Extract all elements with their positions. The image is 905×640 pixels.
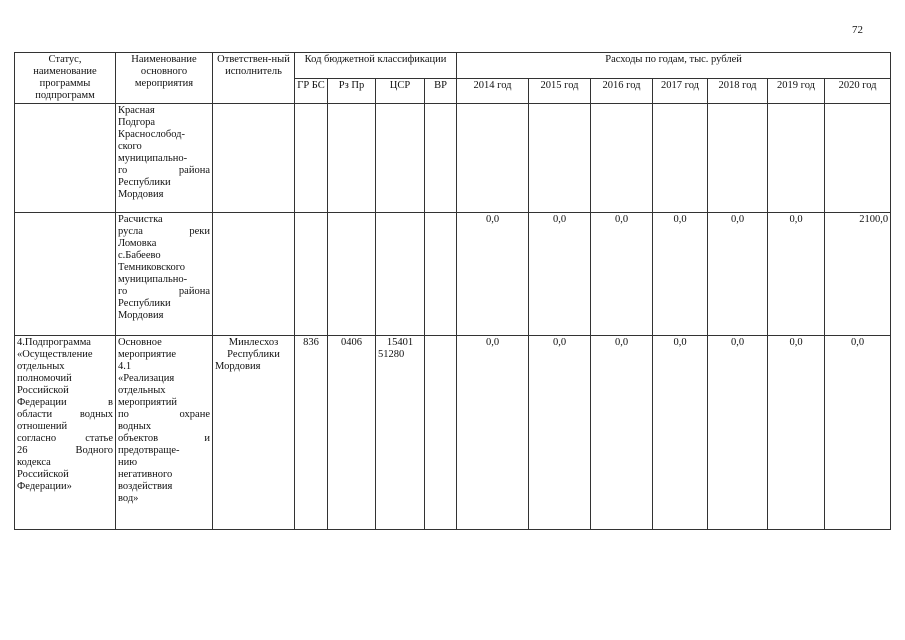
text-line: Российской bbox=[17, 469, 69, 480]
header-expenses: Расходы по годам, тыс. рублей bbox=[457, 53, 891, 79]
csr-cell bbox=[376, 213, 425, 336]
value-cell bbox=[768, 104, 825, 213]
text-line: Мордовия bbox=[215, 361, 261, 372]
header-name: Наименование основного мероприятия bbox=[116, 53, 213, 104]
grbs-cell bbox=[295, 104, 328, 213]
header-csr: ЦСР bbox=[376, 78, 425, 104]
text-line: по охране bbox=[118, 409, 210, 420]
text-line: Республики bbox=[118, 298, 171, 309]
text-line: Федерации в bbox=[17, 397, 113, 408]
header-year: 2016 год bbox=[591, 78, 653, 104]
text-line: объектов и bbox=[118, 433, 210, 444]
table-row bbox=[15, 104, 891, 213]
header-rzpr: Рз Пр bbox=[328, 78, 376, 104]
value-cell bbox=[708, 104, 768, 213]
text-line: отдельных bbox=[17, 361, 65, 372]
rzpr-cell bbox=[328, 213, 376, 336]
header-year: 2020 год bbox=[825, 78, 891, 104]
text-line: 15401 bbox=[386, 337, 414, 348]
budget-table bbox=[14, 52, 891, 530]
header-year: 2014 год bbox=[457, 78, 529, 104]
rzpr-cell bbox=[328, 104, 376, 213]
header-row-1 bbox=[15, 53, 891, 79]
text-line: Расчистка bbox=[118, 214, 163, 225]
page-number: 72 bbox=[852, 24, 863, 36]
text-line: водных bbox=[118, 421, 152, 432]
text-line: Мордовия bbox=[118, 310, 164, 321]
value-cell: 2100,0 bbox=[825, 213, 891, 336]
text-line: негативного bbox=[118, 469, 173, 480]
text-line: ского bbox=[118, 141, 142, 152]
value-cell bbox=[825, 104, 891, 213]
status-cell bbox=[15, 213, 116, 336]
value-cell: 0,0 bbox=[591, 213, 653, 336]
header-responsible: Ответствен-ный исполнитель bbox=[213, 53, 295, 104]
csr-cell bbox=[376, 336, 425, 530]
text-line: полномочий bbox=[17, 373, 72, 384]
responsible-cell bbox=[213, 104, 295, 213]
text-line: го района bbox=[118, 165, 210, 176]
text-line: Мордовия bbox=[118, 189, 164, 200]
text-line: кодекса bbox=[17, 457, 51, 468]
text-line: отношений bbox=[17, 421, 68, 432]
text-line: Краснослобод- bbox=[118, 129, 185, 140]
grbs-cell bbox=[295, 213, 328, 336]
text-line: 4.1 bbox=[118, 361, 132, 372]
value-cell: 0,0 bbox=[708, 336, 768, 530]
text-line: Основное bbox=[118, 337, 162, 348]
name-cell bbox=[116, 104, 213, 213]
table-row bbox=[15, 336, 891, 530]
value-cell: 0,0 bbox=[768, 336, 825, 530]
vr-cell bbox=[425, 213, 457, 336]
name-cell bbox=[116, 213, 213, 336]
text-line: с.Бабеево bbox=[118, 250, 161, 261]
value-cell: 0,0 bbox=[591, 336, 653, 530]
value-cell bbox=[591, 104, 653, 213]
text-line: согласно статье bbox=[17, 433, 113, 444]
text-line: Ломовка bbox=[118, 238, 157, 249]
header-year: 2019 год bbox=[768, 78, 825, 104]
value-cell: 0,0 bbox=[653, 336, 708, 530]
text-line: предотвраще- bbox=[118, 445, 180, 456]
header-grbs: ГР БС bbox=[295, 78, 328, 104]
header-year: 2018 год bbox=[708, 78, 768, 104]
text-line: «Реализация bbox=[118, 373, 175, 384]
vr-cell bbox=[425, 104, 457, 213]
text-line: воздействия bbox=[118, 481, 173, 492]
text-line: мероприятий bbox=[118, 397, 177, 408]
name-cell bbox=[116, 336, 213, 530]
value-cell: 0,0 bbox=[529, 213, 591, 336]
text-line: Темниковского bbox=[118, 262, 186, 273]
text-line: области водных bbox=[17, 409, 113, 420]
value-cell bbox=[653, 104, 708, 213]
value-cell: 0,0 bbox=[708, 213, 768, 336]
text-line: Красная bbox=[118, 105, 155, 116]
header-status: Статус, наименование программы подпрограмм bbox=[15, 53, 116, 104]
value-cell: 0,0 bbox=[457, 336, 529, 530]
text-line: отдельных bbox=[118, 385, 166, 396]
value-cell: 0,0 bbox=[457, 213, 529, 336]
header-year: 2015 год bbox=[529, 78, 591, 104]
text-line: Республики bbox=[227, 349, 280, 360]
text-line: муниципально- bbox=[118, 153, 188, 164]
value-cell: 0,0 bbox=[768, 213, 825, 336]
status-cell bbox=[15, 336, 116, 530]
header-budget-code: Код бюджетной классификации bbox=[295, 53, 457, 79]
responsible-cell bbox=[213, 336, 295, 530]
text-line: мероприятие bbox=[118, 349, 176, 360]
text-line: Республики bbox=[118, 177, 171, 188]
text-line: Федерации» bbox=[17, 481, 72, 492]
text-line: 26 Водного bbox=[17, 445, 113, 456]
rzpr-cell: 0406 bbox=[328, 336, 376, 530]
text-line: Российской bbox=[17, 385, 69, 396]
text-line: 4.Подпрограмма bbox=[17, 337, 91, 348]
header-year: 2017 год bbox=[653, 78, 708, 104]
text-line: 51280 bbox=[378, 349, 405, 360]
text-line: Минлесхоз bbox=[228, 337, 279, 348]
value-cell: 0,0 bbox=[529, 336, 591, 530]
value-cell bbox=[457, 104, 529, 213]
text-line: «Осуществление bbox=[17, 349, 93, 360]
text-line: русла реки bbox=[118, 226, 210, 237]
text-line: Подгора bbox=[118, 117, 156, 128]
csr-cell bbox=[376, 104, 425, 213]
grbs-cell: 836 bbox=[295, 336, 328, 530]
responsible-cell bbox=[213, 213, 295, 336]
text-line: вод» bbox=[118, 493, 139, 504]
status-cell bbox=[15, 104, 116, 213]
text-line: нию bbox=[118, 457, 138, 468]
value-cell: 0,0 bbox=[825, 336, 891, 530]
header-vr: ВР bbox=[425, 78, 457, 104]
value-cell: 0,0 bbox=[653, 213, 708, 336]
text-line: муниципально- bbox=[118, 274, 188, 285]
text-line: го района bbox=[118, 286, 210, 297]
value-cell bbox=[529, 104, 591, 213]
table-row bbox=[15, 213, 891, 336]
vr-cell bbox=[425, 336, 457, 530]
